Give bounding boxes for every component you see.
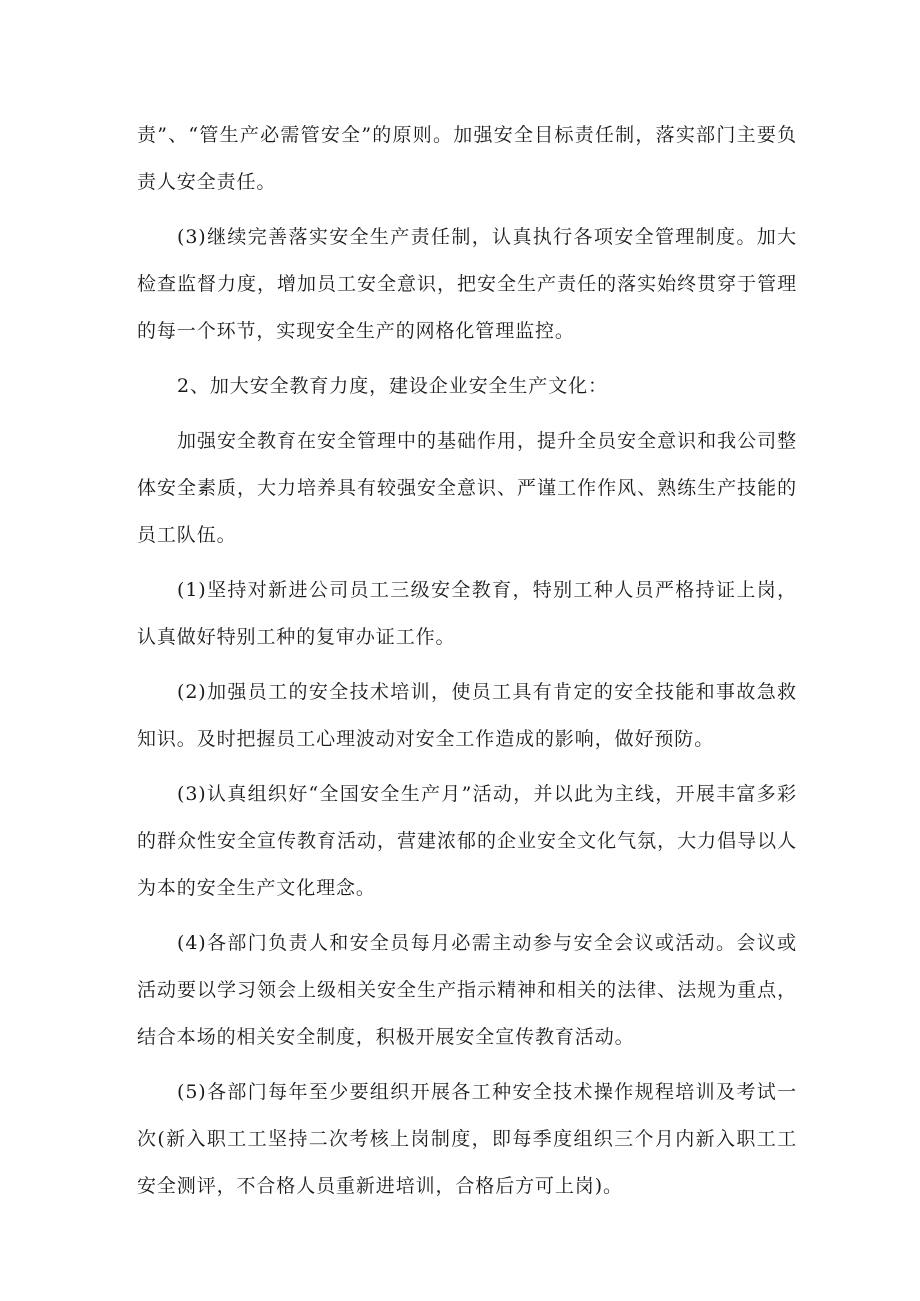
paragraph-item-2: (2)加强员工的安全技术培训，使员工具有肯定的安全技能和事故急救知识。及时把握员工心理波动对安全工作造成的影响，做好预防。 (137, 681, 797, 750)
paragraph-continuation: 责”、“管生产必需管安全”的原则。加强安全目标责任制，落实部门主要负责人安全责任。 (137, 124, 797, 193)
paragraph-item-1: (1)坚持对新进公司员工三级安全教育，特别工种人员严格持证上岗，认真做好特别工种的复审办证工作。 (137, 579, 797, 648)
paragraph-item-4: (4)各部门负责人和安全员每月必需主动参与安全会议或活动。会议或活动要以学习领会上级相关安全生产指示精神和相关的法律、法规为重点，结合本场的相关安全制度，积极开展安全宣传教育活动。 (137, 932, 797, 1048)
paragraph-item-5: (5)各部门每年至少要组织开展各工种安全技术操作规程培训及考试一次(新入职工工坚持二次考核上岗制度，即每季度组织三个月内新入职工工安全测评，不合格人员重新进培训，合格后方可上岗)。 (137, 1081, 797, 1197)
section-heading-2: 2、加大安全教育力度，建设企业安全生产文化： (177, 375, 608, 397)
paragraph-item-3-responsibility: (3)继续完善落实安全生产责任制，认真执行各项安全管理制度。加大检查监督力度，增加员工安全意识，把安全生产责任的落实始终贯穿于管理的每一个环节，实现安全生产的网格化管理监控。 (137, 226, 797, 342)
paragraph-education-intro: 加强安全教育在安全管理中的基础作用，提升全员安全意识和我公司整体安全素质，大力培养具有较强安全意识、严谨工作作风、熟练生产技能的员工队伍。 (137, 430, 797, 546)
paragraph-item-3: (3)认真组织好“全国安全生产月”活动，并以此为主线，开展丰富多彩的群众性安全宣传教育活动，营建浓郁的企业安全文化气氛，大力倡导以人为本的安全生产文化理念。 (137, 783, 797, 899)
document-body (137, 112, 797, 1218)
